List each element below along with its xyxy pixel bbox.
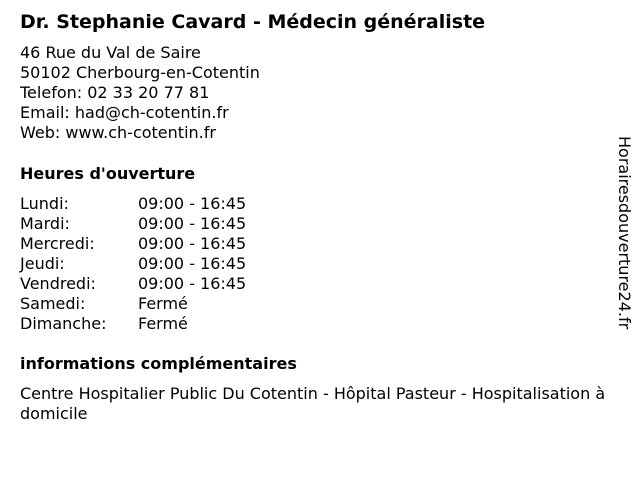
email-address: Email: had@ch-cotentin.fr — [20, 103, 229, 122]
address-street: 46 Rue du Val de Saire — [20, 43, 201, 62]
hours-row-wednesday — [20, 234, 246, 254]
hours-day: Dimanche: — [20, 314, 107, 333]
additional-info-text: Centre Hospitalier Public Du Cotentin - Hôpital Pasteur - Hospitalisation à domicile — [20, 384, 606, 423]
side-brand-watermark: Horairesdouverture24.fr — [615, 136, 634, 330]
page-title: Dr. Stephanie Cavard - Médecin généraliste — [20, 11, 486, 33]
hours-row-saturday — [20, 294, 246, 314]
hours-time: 09:00 - 16:45 — [138, 234, 247, 253]
hours-row-monday — [20, 194, 246, 214]
contact-block — [20, 43, 260, 143]
phone-number: Telefon: 02 33 20 77 81 — [20, 83, 210, 102]
hours-time: 09:00 - 16:45 — [138, 214, 247, 233]
address-city: 50102 Cherbourg-en-Cotentin — [20, 63, 260, 82]
website-address: Web: www.ch-cotentin.fr — [20, 123, 216, 142]
hours-day: Vendredi: — [20, 274, 96, 293]
hours-day: Jeudi: — [20, 254, 65, 273]
hours-day: Mardi: — [20, 214, 70, 233]
opening-hours-heading: Heures d'ouverture — [20, 164, 196, 183]
hours-time: Fermé — [138, 314, 188, 333]
hours-row-friday — [20, 274, 246, 294]
opening-hours-table — [20, 194, 246, 334]
hours-day: Samedi: — [20, 294, 86, 313]
additional-info-heading: informations complémentaires — [20, 354, 297, 373]
hours-row-thursday — [20, 254, 246, 274]
hours-time: Fermé — [138, 294, 188, 313]
hours-time: 09:00 - 16:45 — [138, 194, 247, 213]
hours-time: 09:00 - 16:45 — [138, 254, 247, 273]
hours-row-sunday — [20, 314, 246, 334]
hours-day: Mercredi: — [20, 234, 95, 253]
hours-day: Lundi: — [20, 194, 69, 213]
hours-time: 09:00 - 16:45 — [138, 274, 247, 293]
hours-row-tuesday — [20, 214, 246, 234]
